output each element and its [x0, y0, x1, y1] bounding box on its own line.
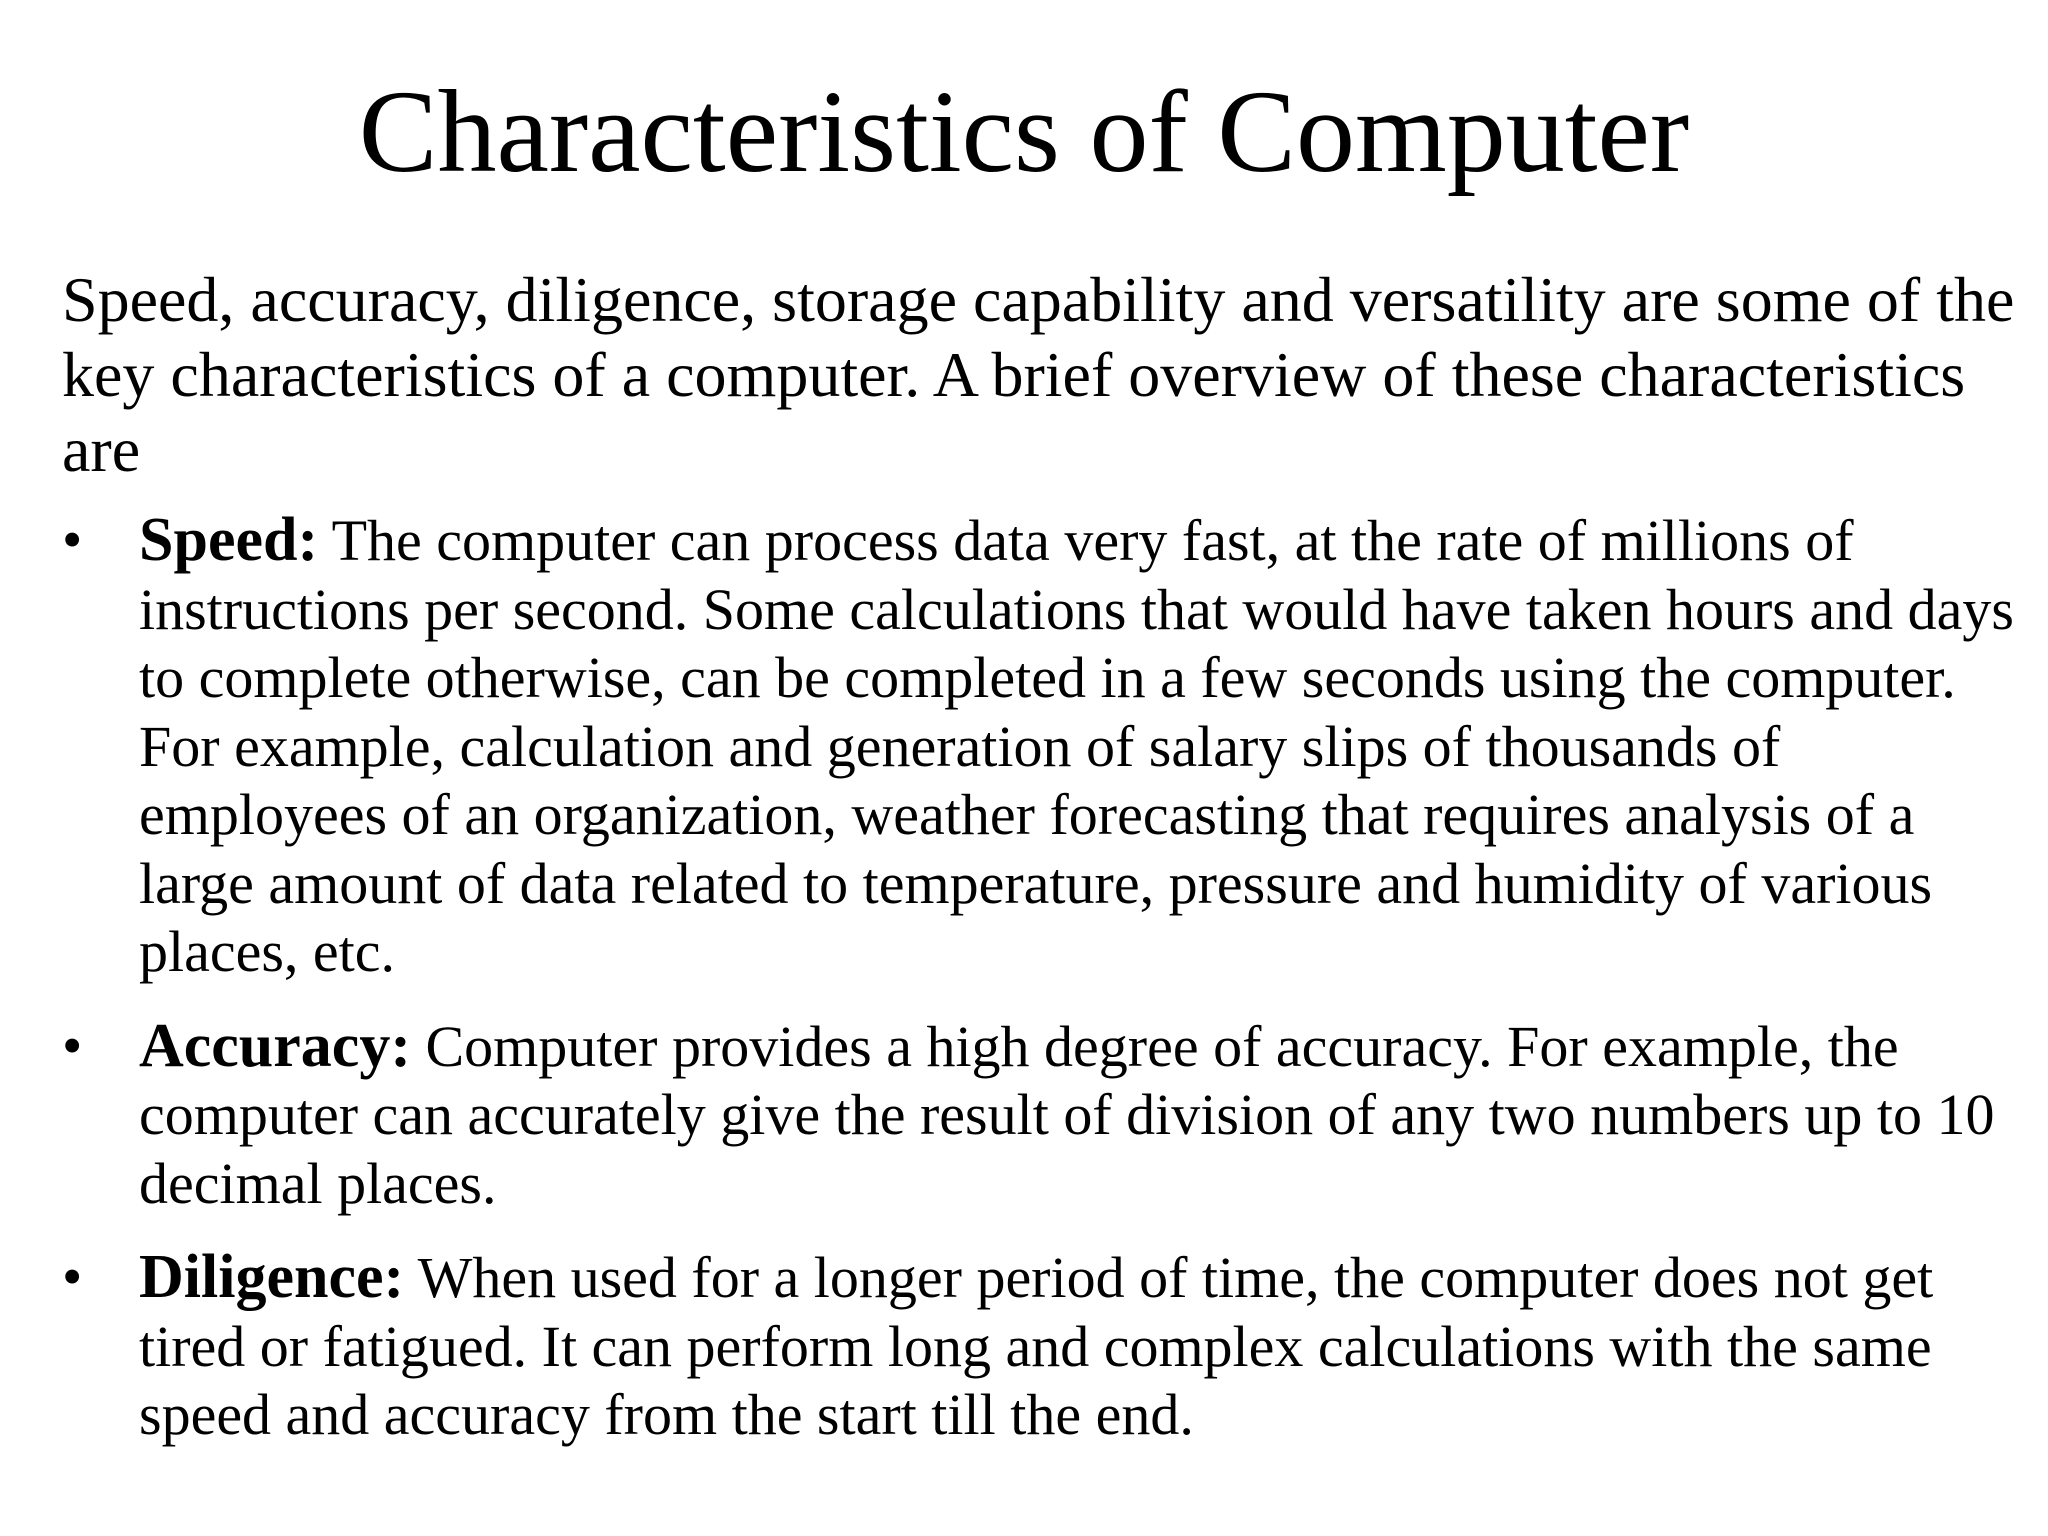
bullet-item-diligence	[0, 1243, 2019, 1450]
bullet-term: Accuracy:	[139, 1011, 411, 1080]
slide-title: Characteristics of Computer	[358, 66, 1690, 197]
bullet-icon: •	[62, 507, 83, 572]
bullet-list	[0, 506, 2048, 1475]
bullet-term: Speed:	[139, 506, 319, 574]
bullet-item-speed	[0, 506, 2019, 987]
bullet-icon: •	[62, 1012, 83, 1078]
bullet-term: Diligence:	[139, 1243, 405, 1311]
bullet-text: When used for a longer period of time, the computer does not get tired or fatigued. It can perform long and complex calculations with the same speed and accuracy from the start till the end.	[139, 1245, 1934, 1447]
bullet-item-accuracy	[0, 1012, 2019, 1219]
bullet-icon: •	[62, 1244, 83, 1309]
bullet-text: Computer provides a high degree of accuracy. For example, the computer can accurately give the result of division of any two numbers up to 10 decimal places.	[139, 1013, 1995, 1216]
intro-paragraph: Speed, accuracy, diligence, storage capability and versatility are some of the key characteristics of a computer. A brief overview of these characteristics are	[62, 264, 2015, 485]
bullet-text: The computer can process data very fast, at the rate of millions of instructions per second. Some calculations that would have taken hours and days to complete otherwise, can be completed in a few seconds using the computer. For example, calculation and generation of salary slips of thousands of employees of an organization, weather forecasting that requires analysis of a large amount of data related to temperature, pressure and humidity of various places, etc.	[139, 508, 2014, 984]
